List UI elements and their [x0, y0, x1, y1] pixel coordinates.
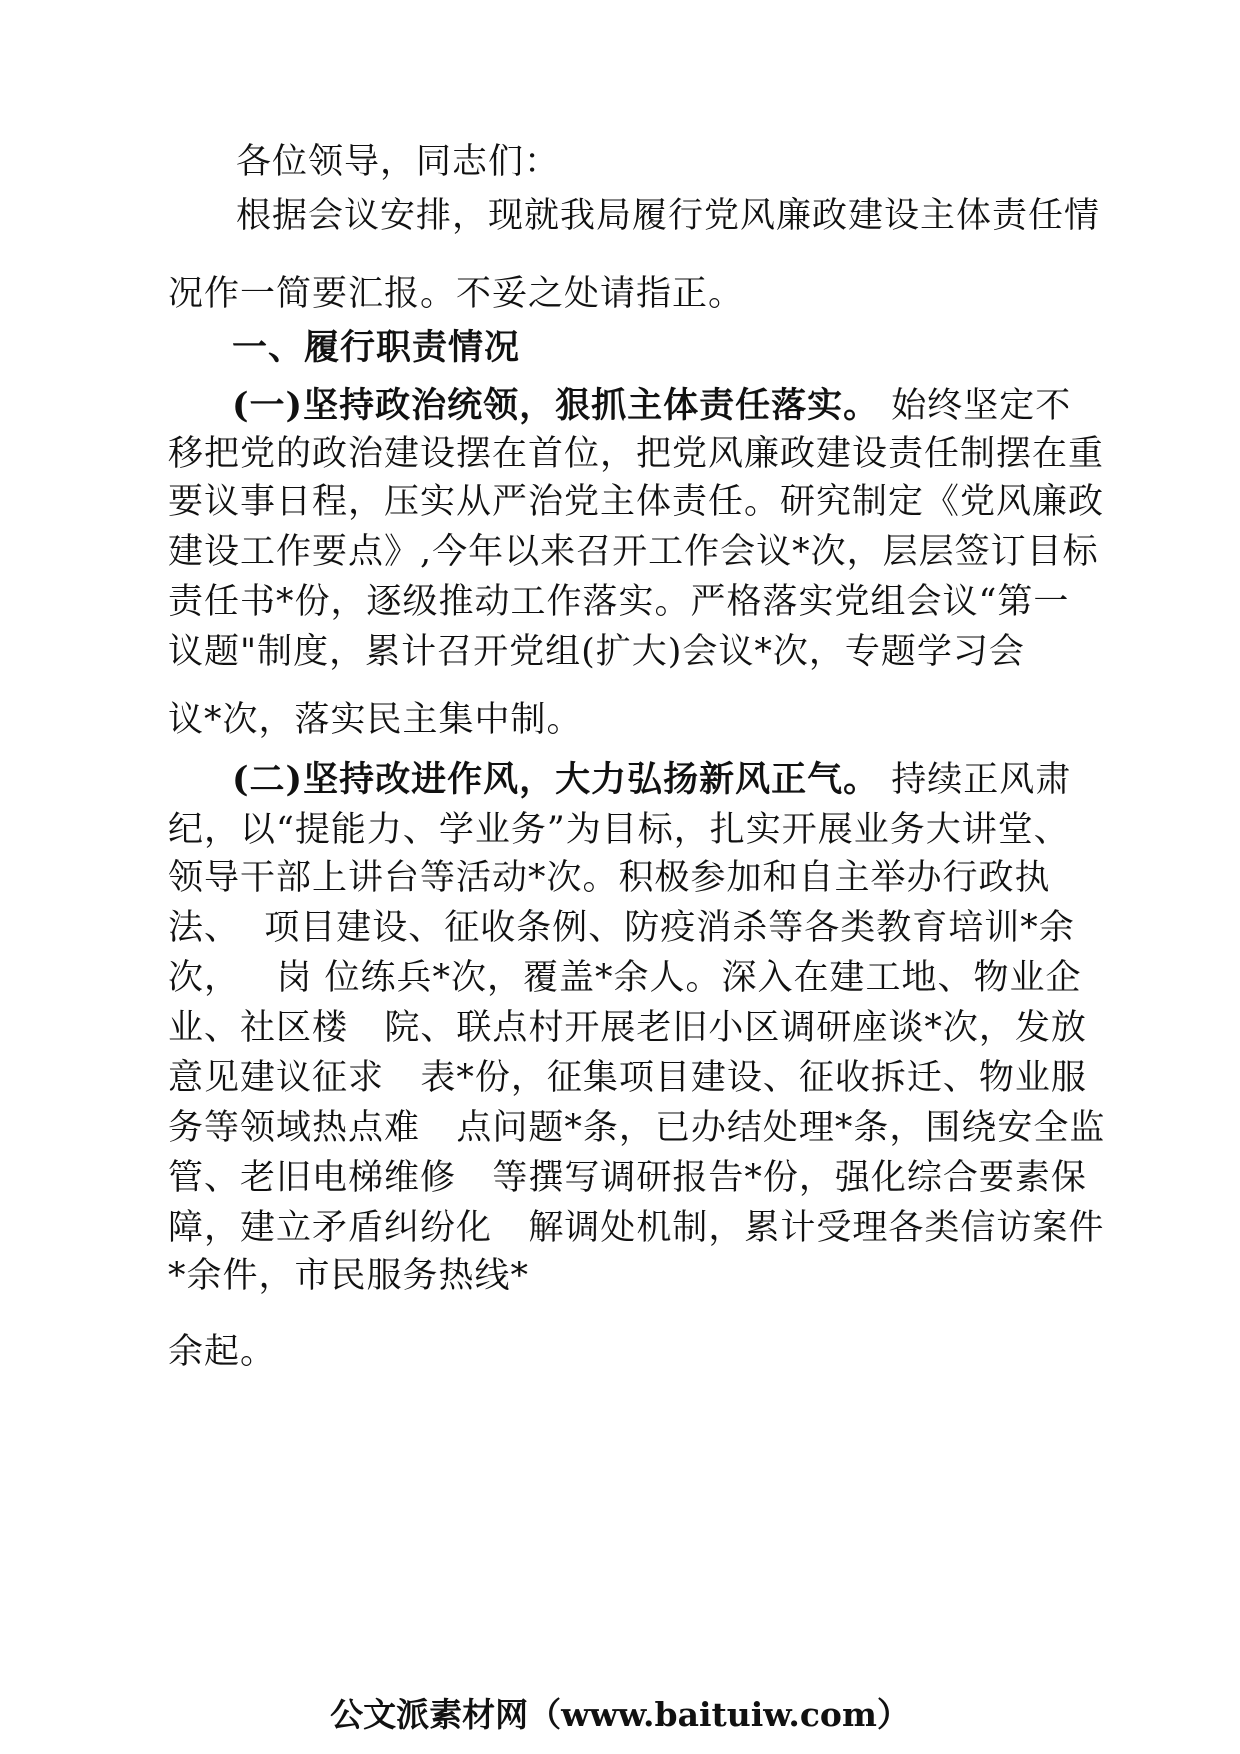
para2-first-line-rest: 持续正风肃: [879, 760, 1072, 800]
para2-first-line: [232, 760, 1071, 800]
para1-line: 议题"制度，累计召开党组(扩大)会议*次，专题学习会: [168, 632, 1025, 672]
para2-line: 纪，以“提能力、学业务”为目标，扎实开展业务大讲堂、: [168, 810, 1070, 850]
para2-lead: (二)坚持改进作风，大力弘扬新风正气。: [232, 759, 880, 800]
para1-line: 要议事日程，压实从严治党主体责任。研究制定《党风廉政: [168, 482, 1105, 522]
para2-line: 次， 岗 位练兵*次，覆盖*余人。深入在建工地、物业企: [168, 958, 1082, 998]
greeting: 各位领导，同志们：: [236, 142, 561, 182]
para2-line: 务等领域热点难 点问题*条，已办结处理*条，围绕安全监: [168, 1108, 1106, 1148]
para1-line: 移把党的政治建设摆在首位，把党风廉政建设责任制摆在重: [168, 434, 1105, 474]
para1-first-line: [232, 386, 1071, 426]
para2-line: 法、 项目建设、征收条例、防疫消杀等各类教育培训*余: [168, 908, 1075, 948]
para1-line: 建设工作要点》,今年以来召开工作会议*次，层层签订目标: [168, 532, 1099, 572]
para1-lead: (一)坚持政治统领，狠抓主体责任落实。: [232, 385, 880, 426]
para1-line: 议*次，落实民主集中制。: [168, 700, 583, 740]
intro-line-1: 根据会议安排，现就我局履行党风廉政建设主体责任情: [236, 196, 1101, 236]
para1-line: 责任书*份，逐级推动工作落实。严格落实党组会议“第一: [168, 582, 1070, 622]
para2-line: 余起。: [168, 1332, 277, 1372]
para2-line: 领导干部上讲台等活动*次。积极参加和自主举办行政执: [168, 858, 1051, 898]
para2-line: *余件，市民服务热线*: [168, 1256, 530, 1296]
para2-line: 管、老旧电梯维修 等撰写调研报告*份，强化综合要素保: [168, 1158, 1087, 1198]
section-heading: 一、履行职责情况: [232, 327, 521, 368]
para2-line: 障，建立矛盾纠纷化 解调处机制，累计受理各类信访案件: [168, 1208, 1105, 1248]
para2-line: 意见建议征求 表*份，征集项目建设、征收拆迁、物业服: [168, 1058, 1087, 1098]
para1-first-line-rest: 始终坚定不: [879, 386, 1072, 426]
para2-line: 业、社区楼 院、联点村开展老旧小区调研座谈*次，发放: [168, 1008, 1087, 1048]
footer-watermark: 公文派素材网（www.baituiw.com）: [330, 1695, 910, 1734]
intro-line-2: 况作一简要汇报。不妥之处请指正。: [168, 274, 745, 314]
